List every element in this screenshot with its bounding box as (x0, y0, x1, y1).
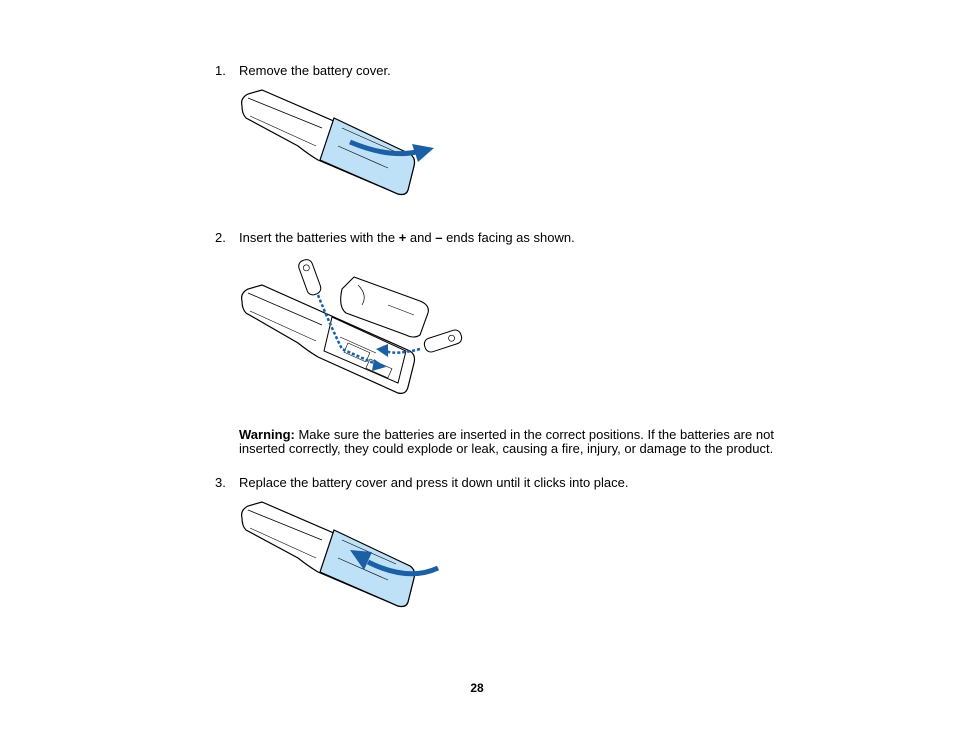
battery-cover (320, 118, 415, 195)
step-3-number: 3. (215, 475, 226, 490)
step-2-text: Insert the batteries with the + and – ends facing as shown. (239, 230, 575, 245)
step-2-number: 2. (215, 230, 226, 245)
warning-label: Warning: (239, 427, 295, 442)
battery-cover (320, 530, 415, 607)
warning-text: Make sure the batteries are inserted in the correct positions. If the batteries are not inserted correctly, they could explode or leak, causing a fire, injury, or damage to the product. (239, 427, 774, 456)
step-3-text: Replace the battery cover and press it down until it clicks into place. (239, 475, 629, 490)
step-1-text: Remove the battery cover. (239, 63, 391, 78)
page-number: 28 (470, 681, 484, 695)
battery-icon (297, 258, 322, 297)
remote-replace-cover-illustration (238, 500, 443, 612)
remote-insert-batteries-illustration (238, 255, 468, 400)
minus-symbol: – (435, 230, 443, 245)
battery-icon (423, 328, 463, 353)
step-1-number: 1. (215, 63, 226, 78)
warning-note (239, 428, 799, 456)
remote-remove-cover-illustration (238, 88, 438, 198)
plus-symbol: + (398, 230, 407, 245)
